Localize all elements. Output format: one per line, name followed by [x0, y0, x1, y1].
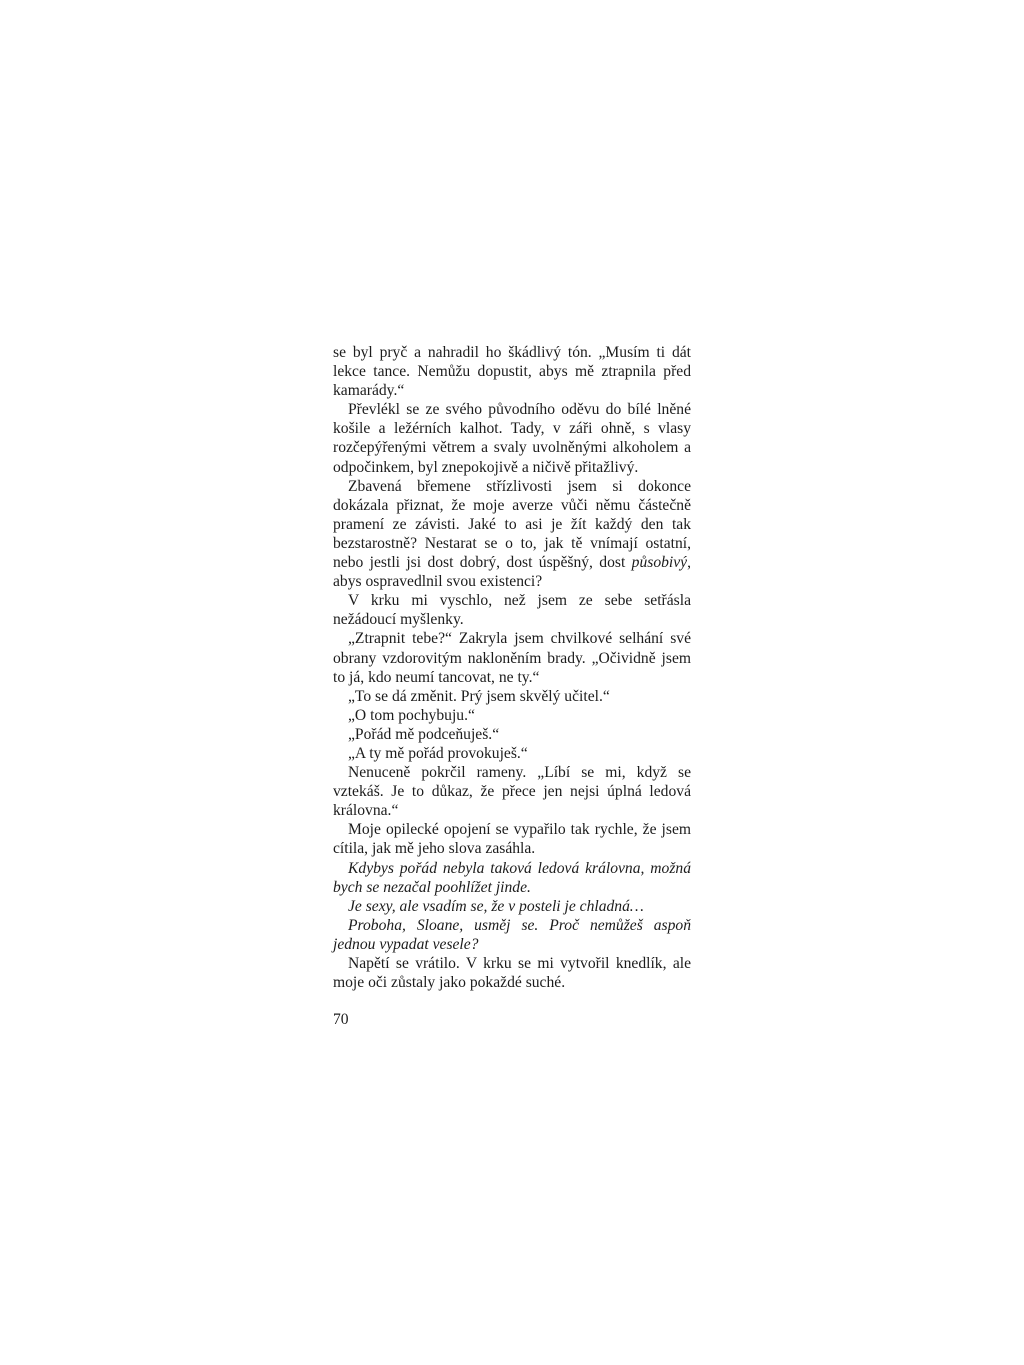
paragraph: „To se dá změnit. Prý jsem skvělý učitel.“ [348, 687, 610, 705]
paragraph: „O tom pochybuju.“ [348, 706, 475, 724]
page-body [333, 343, 691, 992]
paragraph: „Pořád mě podceňuješ.“ [348, 725, 500, 743]
emphasized-word: působivý [631, 554, 688, 572]
paragraph: Napětí se vrátilo. V krku se mi vytvořil knedlík, ale moje oči zůstaly jako pokaždé suché. [333, 955, 691, 992]
paragraph: „A ty mě pořád provokuješ.“ [348, 744, 528, 762]
paragraph: Převlékl se ze svého původního oděvu do bílé lněné košile a ležérních kalhot. Tady, v záři ohně, s vlasy rozčepýřenými větrem a svaly uvolněnými alkoholem a odpočinkem, byl znepokojivě a ničivě přitažlivý. [333, 401, 691, 476]
paragraph-text: Zbavená břemene střízlivosti jsem si dokonce dokázala přiznat, že moje averze vůči němu částečně pramení ze závisti. Jaké to asi je žít každý den tak bezstarostně? Nestarat se o to, jak tě vnímají ostatní, nebo jestli jsi dost dobrý, dost úspěšný, dost [333, 477, 691, 572]
paragraph: se byl pryč a nahradil ho škádlivý tón. „Musím ti dát lekce tance. Nemůžu dopustit, abys mě ztrapnila před kamarády.“ [333, 344, 691, 400]
paragraph [333, 477, 691, 592]
italic-paragraph: Je sexy, ale vsadím se, že v posteli je chladná… [348, 897, 644, 915]
paragraph: Nenuceně pokrčil rameny. „Líbí se mi, když se vztekáš. Je to důkaz, že přece jen nejsi úplná ledová královna.“ [333, 764, 691, 820]
page-number: 70 [333, 1011, 349, 1028]
italic-paragraph: Kdybys pořád nebyla taková ledová královna, možná bych se nezačal poohlížet jinde. [333, 859, 691, 896]
paragraph-text-tail: , abys ospravedlnil svou existenci? [333, 554, 691, 591]
paragraph: Moje opilecké opojení se vypařilo tak rychle, že jsem cítila, jak mě jeho slova zasáhla. [333, 821, 691, 858]
italic-paragraph: Proboha, Sloane, usměj se. Proč nemůžeš aspoň jednou vypadat vesele? [333, 916, 691, 953]
paragraph: „Ztrapnit tebe?“ Zakryla jsem chvilkové selhání své obrany vzdorovitým nakloněním brady. „Očividně jsem to já, kdo neumí tancovat, ne ty.“ [333, 630, 691, 686]
paragraph: V krku mi vyschlo, než jsem ze sebe setřásla nežádoucí myšlenky. [333, 592, 691, 629]
